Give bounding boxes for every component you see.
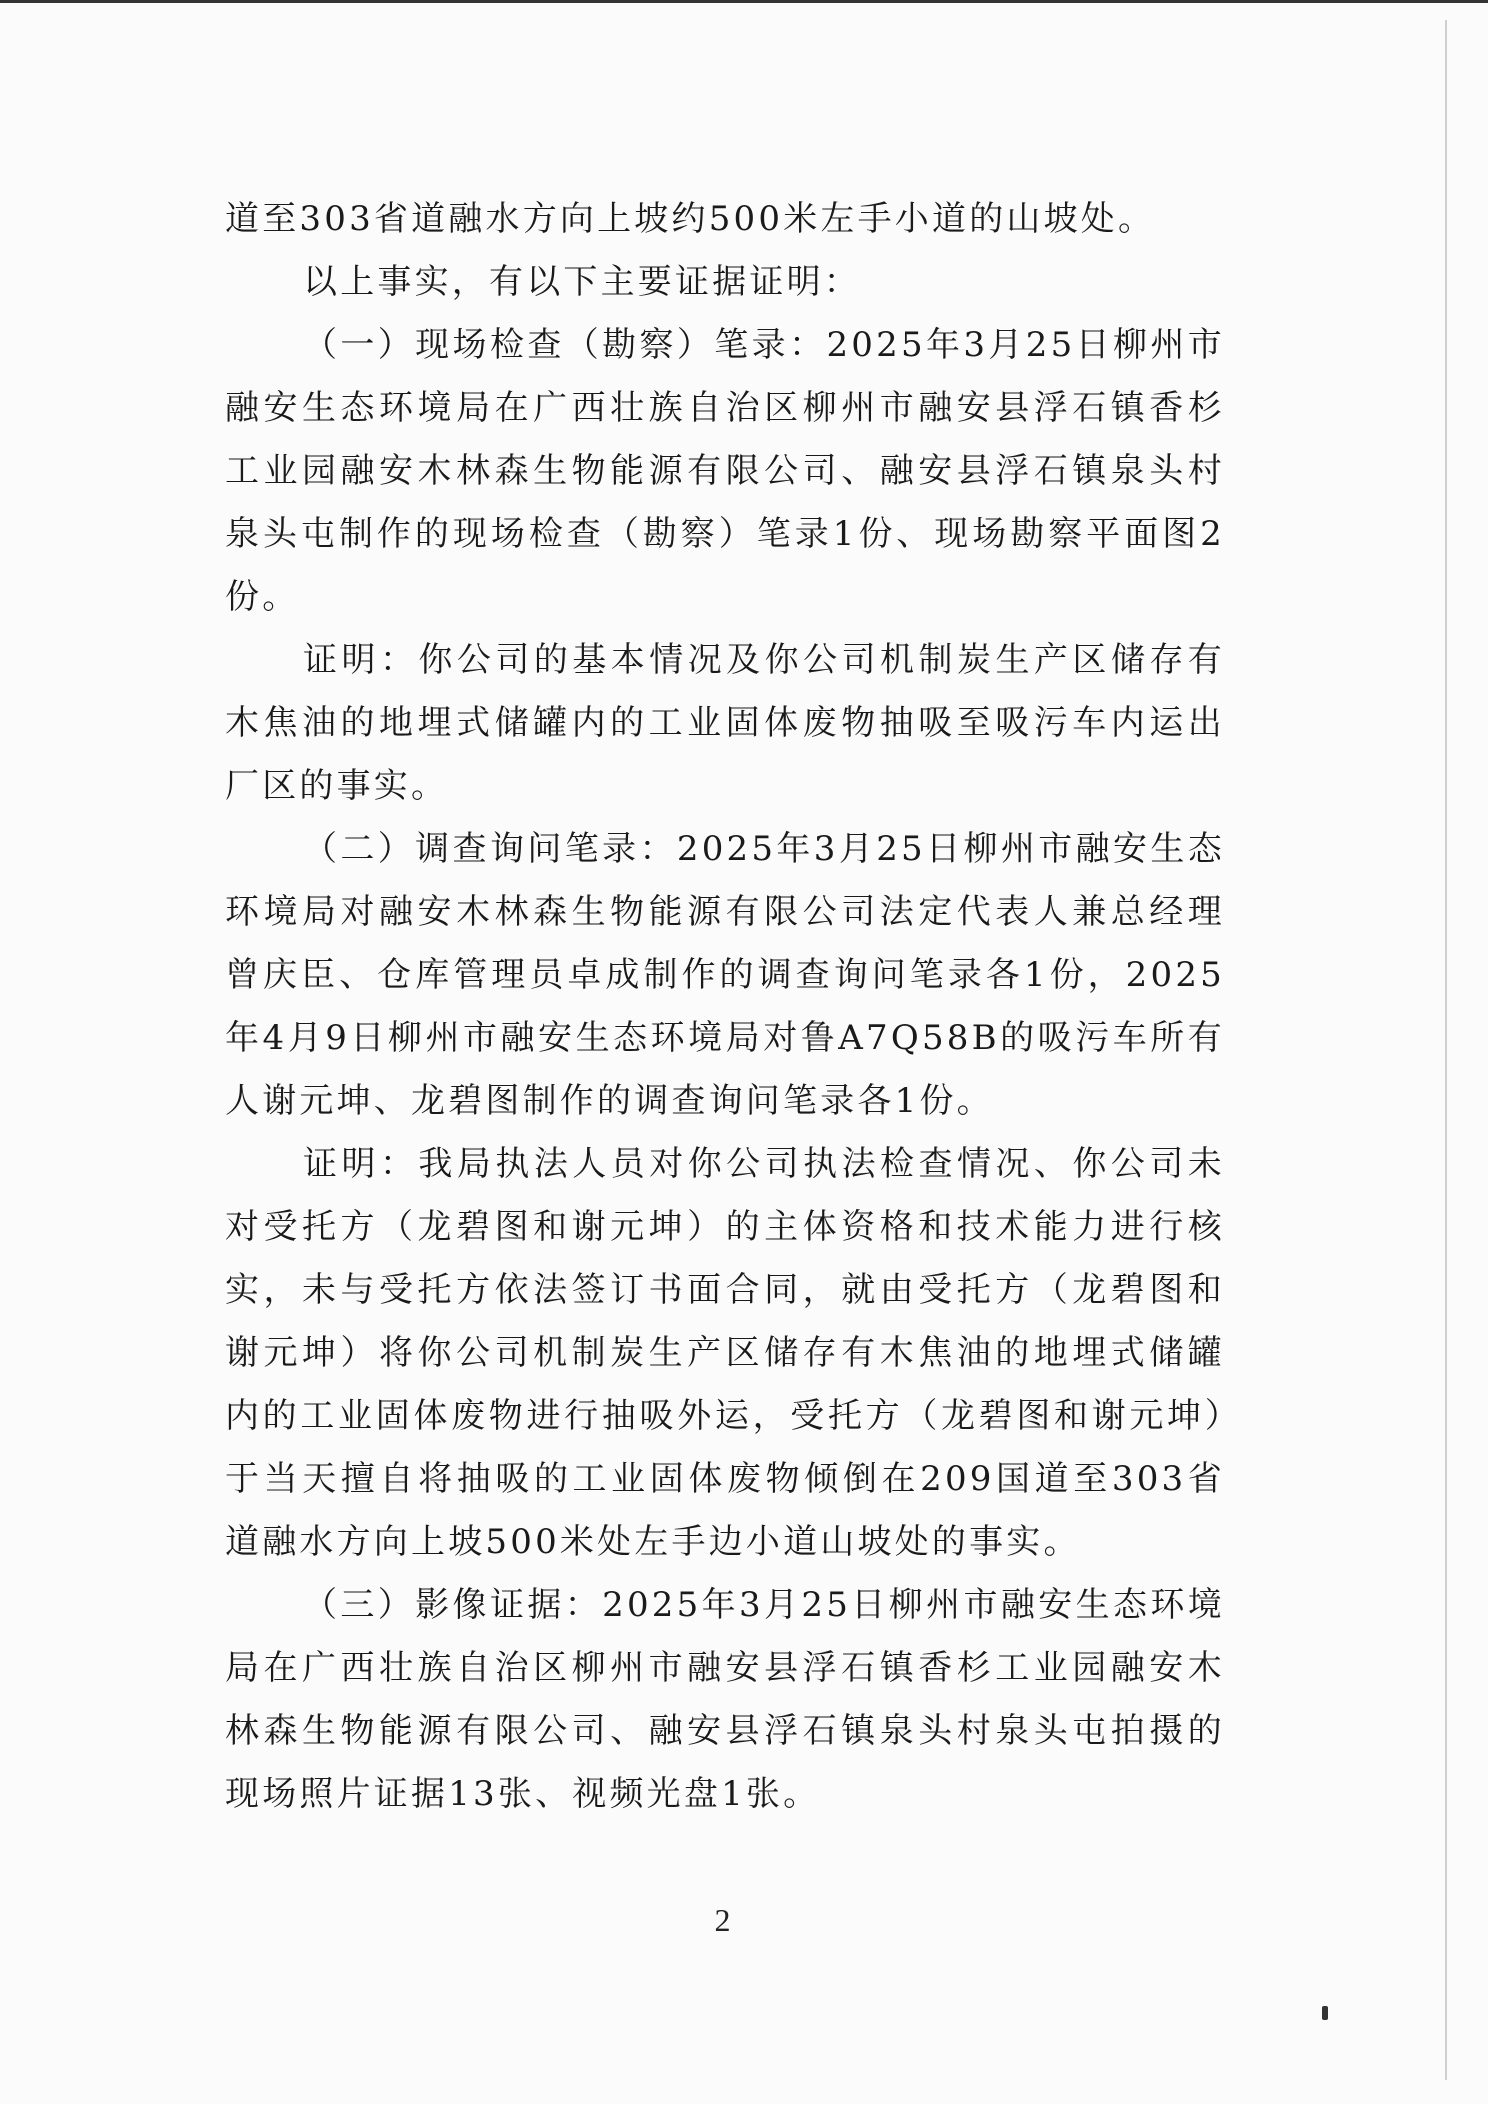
paragraph-proof-1: 证明：你公司的基本情况及你公司机制炭生产区储存有木焦油的地埋式储罐内的工业固体废物抽吸至吸污车内运出厂区的事实。 xyxy=(225,640,1225,806)
document-body xyxy=(225,188,1225,1826)
paragraph-continuation: 道至303省道融水方向上坡约500米左手小道的山坡处。 xyxy=(225,199,1156,239)
scan-speck xyxy=(1322,2006,1328,2020)
page-number: 2 xyxy=(714,1902,731,1938)
paragraph-evidence-intro: 以上事实，有以下主要证据证明： xyxy=(303,262,861,302)
scan-top-edge xyxy=(0,0,1488,3)
scan-right-edge xyxy=(1445,20,1447,2080)
paragraph-proof-2: 证明：我局执法人员对你公司执法检查情况、你公司未对受托方（龙碧图和谢元坤）的主体资格和技术能力进行核实，未与受托方依法签订书面合同，就由受托方（龙碧图和谢元坤）将你公司机制炭生产区储存有木焦油的地埋式储罐内的工业固体废物进行抽吸外运，受托方（龙碧图和谢元坤）于当天擅自将抽吸的工业固体废物倾倒在209国道至303省道融水方向上坡500米处左手边小道山坡处的事实。 xyxy=(225,1144,1225,1562)
paragraph-evidence-1: （一）现场检查（勘察）笔录：2025年3月25日柳州市融安生态环境局在广西壮族自治区柳州市融安县浮石镇香杉工业园融安木林森生物能源有限公司、融安县浮石镇泉头村泉头屯制作的现场检查（勘察）笔录1份、现场勘察平面图2份。 xyxy=(225,325,1225,617)
paragraph-evidence-2: （二）调查询问笔录：2025年3月25日柳州市融安生态环境局对融安木林森生物能源有限公司法定代表人兼总经理曾庆臣、仓库管理员卓成制作的调查询问笔录各1份，2025年4月9日柳州市融安生态环境局对鲁A7Q58B的吸污车所有人谢元坤、龙碧图制作的调查询问笔录各1份。 xyxy=(225,829,1225,1121)
paragraph-evidence-3: （三）影像证据：2025年3月25日柳州市融安生态环境局在广西壮族自治区柳州市融安县浮石镇香杉工业园融安木林森生物能源有限公司、融安县浮石镇泉头村泉头屯拍摄的现场照片证据13张、视频光盘1张。 xyxy=(225,1585,1225,1814)
